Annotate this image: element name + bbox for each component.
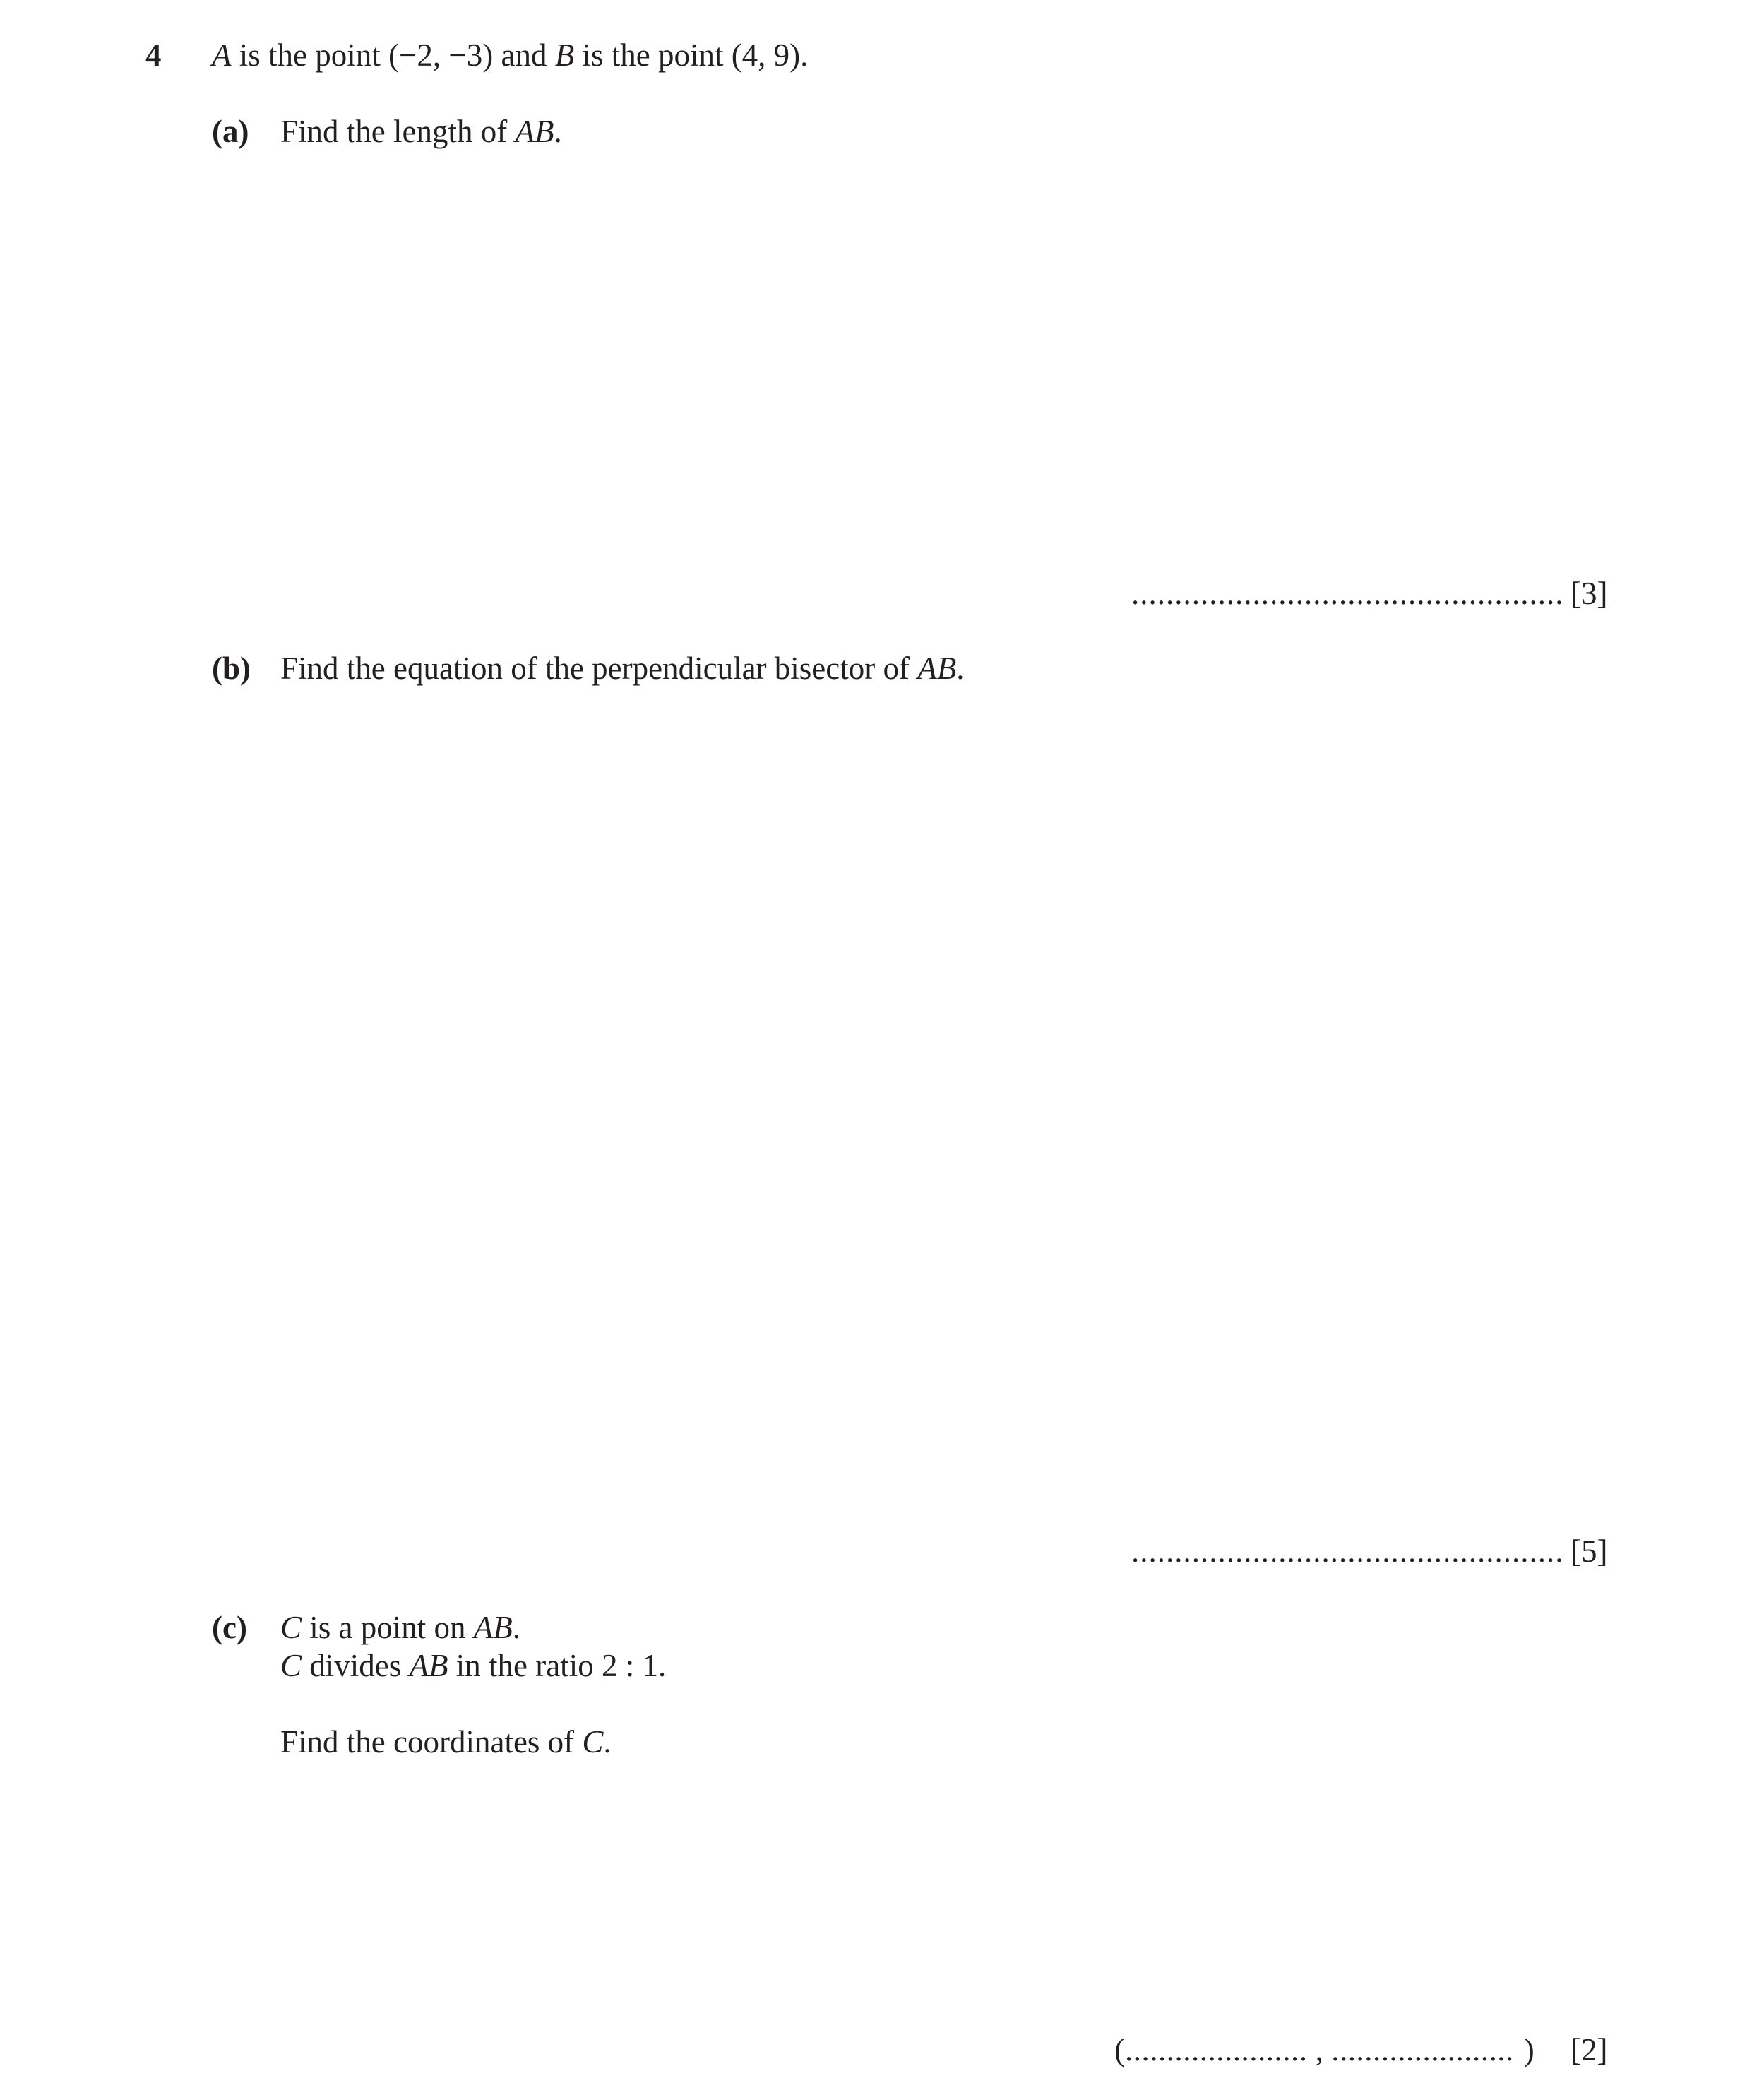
part-b-var: AB <box>917 651 957 686</box>
question-number: 4 <box>145 37 162 73</box>
part-c-line-2-var-ab: AB <box>409 1648 448 1683</box>
part-c-line-2-post: in the ratio 2 : 1. <box>448 1648 667 1683</box>
part-c-answer-coordinates <box>1114 2027 1535 2072</box>
stem-text-1: is the point (−2, −3) and <box>231 37 555 73</box>
part-a-marks: [3] <box>1571 576 1608 611</box>
part-b-text-pre: Find the equation of the perpendicular bisector of <box>280 651 918 686</box>
part-c-line-3-var-c: C <box>582 1724 604 1760</box>
part-c-line-3 <box>280 1719 612 1764</box>
part-c-answer-y-dots[interactable]: ...................... <box>1331 2032 1514 2068</box>
part-a-label: (a) <box>212 114 249 149</box>
part-c-line-1-post: . <box>512 1610 520 1645</box>
part-b-label: (b) <box>212 651 251 686</box>
part-c-open-paren: ( <box>1114 2032 1125 2068</box>
part-c-line-1-var-ab: AB <box>473 1610 513 1645</box>
part-b-answer-dots[interactable]: .................................................. <box>1131 1534 1564 1569</box>
part-a-text-pre: Find the length of <box>280 114 516 149</box>
part-c-line-2-mid: divides <box>302 1648 410 1683</box>
part-c-line-2 <box>280 1643 666 1688</box>
part-a-text <box>280 109 562 154</box>
part-a-answer-dots[interactable]: .................................................. <box>1131 576 1564 611</box>
part-b-text-post: . <box>956 651 965 686</box>
part-b-marks: [5] <box>1571 1534 1608 1569</box>
part-c-answer-comma: , <box>1307 2032 1332 2068</box>
stem-text-2: is the point (4, 9). <box>574 37 809 73</box>
point-b-var: B <box>554 37 575 73</box>
part-c-line-1-mid: is a point on <box>302 1610 474 1645</box>
part-b-text <box>280 646 964 691</box>
part-a-var: AB <box>515 114 554 149</box>
question-stem <box>212 32 808 78</box>
part-c-line-2-var-c: C <box>280 1648 302 1683</box>
part-c-line-3-pre: Find the coordinates of <box>280 1724 583 1760</box>
part-c-line-1-var-c: C <box>280 1610 302 1645</box>
part-a-text-post: . <box>554 114 562 149</box>
part-c-marks: [2] <box>1571 2032 1608 2068</box>
part-c-label: (c) <box>212 1610 247 1645</box>
part-c-answer-x-dots[interactable]: ...................... <box>1125 2032 1308 2068</box>
part-c-close-paren: ) <box>1523 2032 1535 2068</box>
point-a-var: A <box>212 37 232 73</box>
part-c-line-3-post: . <box>603 1724 612 1760</box>
